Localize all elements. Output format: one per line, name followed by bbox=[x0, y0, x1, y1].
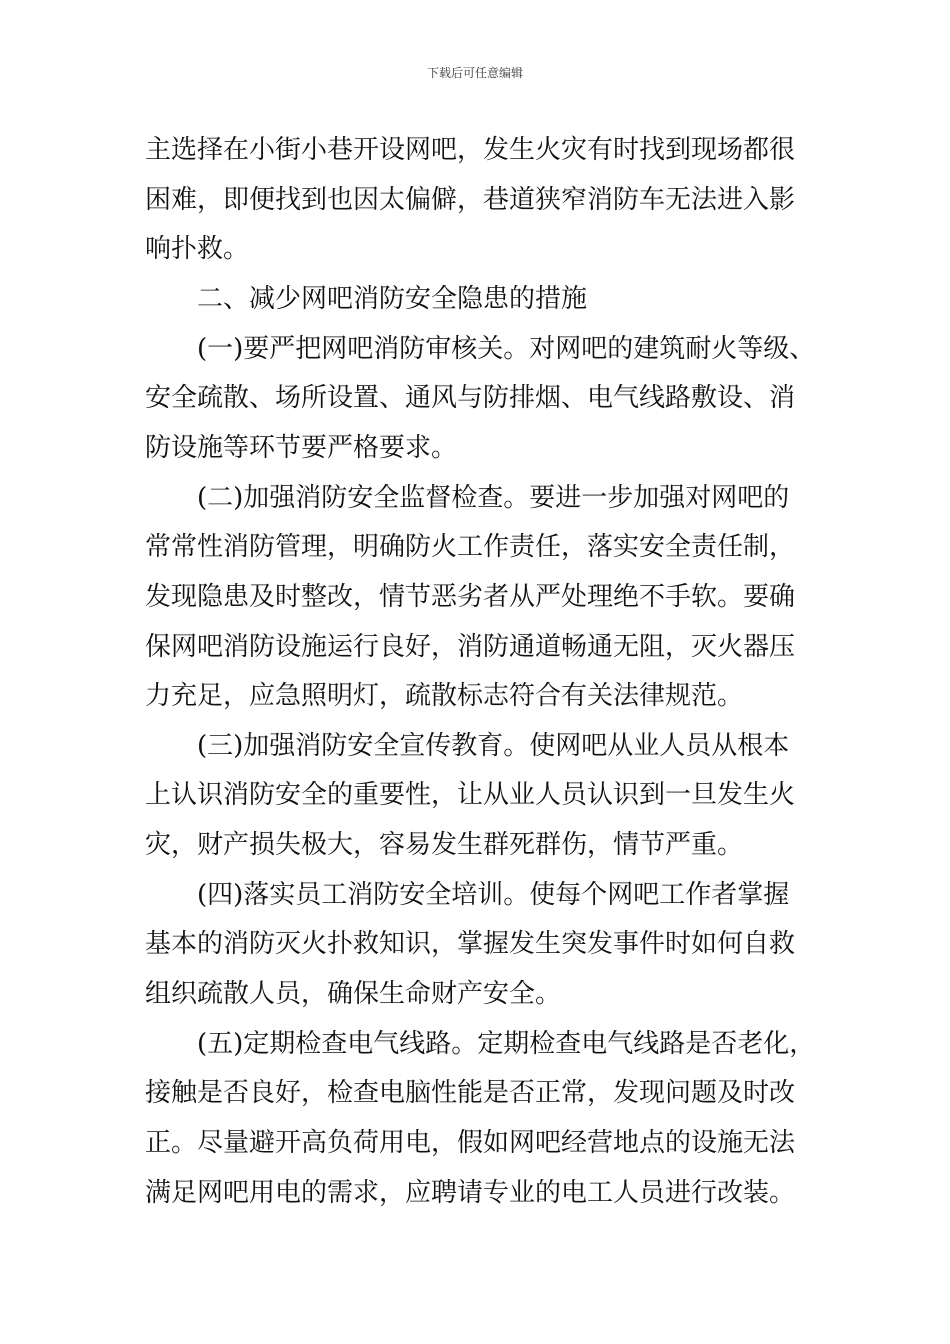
text-line: 灾，财产损失极大，容易发生群死群伤，情节严重。 bbox=[145, 830, 744, 861]
text-line: 响扑救。 bbox=[145, 234, 250, 265]
text-line: 满足网吧用电的需求，应聘请专业的电工人员进行改装。 bbox=[145, 1177, 796, 1208]
text-line: 困难，即便找到也因太偏僻，巷道狭窄消防车无法进入影 bbox=[145, 184, 796, 215]
text-line: 基本的消防灭火扑救知识，掌握发生突发事件时如何自救 bbox=[145, 929, 796, 960]
text-line: (三)加强消防安全宣传教育。使网吧从业人员从根本 bbox=[197, 730, 790, 761]
text-line: 上认识消防安全的重要性，让从业人员认识到一旦发生火 bbox=[145, 780, 796, 811]
text-line: (四)落实员工消防安全培训。使每个网吧工作者掌握 bbox=[197, 879, 790, 910]
text-line: (五)定期检查电气线路。定期检查电气线路是否老化， bbox=[197, 1028, 816, 1059]
text-line: 防设施等环节要严格要求。 bbox=[145, 432, 458, 463]
text-line: 发现隐患及时整改，情节恶劣者从严处理绝不手软。要确 bbox=[145, 581, 796, 612]
text-line: 组织疏散人员，确保生命财产安全。 bbox=[145, 979, 562, 1010]
text-line: 力充足，应急照明灯，疏散标志符合有关法律规范。 bbox=[145, 681, 744, 712]
text-line: (二)加强消防安全监督检查。要进一步加强对网吧的 bbox=[197, 482, 790, 513]
text-line: 正。尽量避开高负荷用电，假如网吧经营地点的设施无法 bbox=[145, 1128, 796, 1158]
page-header: 下载后可任意编辑 bbox=[426, 66, 523, 80]
text-line: 二、减少网吧消防安全隐患的措施 bbox=[197, 283, 588, 314]
text-line: 常常性消防管理，明确防火工作责任，落实安全责任制， bbox=[145, 532, 796, 563]
text-line: 接触是否良好，检查电脑性能是否正常，发现问题及时改 bbox=[145, 1078, 796, 1109]
text-line: 保网吧消防设施运行良好，消防通道畅通无阻，灭火器压 bbox=[145, 631, 796, 662]
text-line: (一)要严把网吧消防审核关。对网吧的建筑耐火等级、 bbox=[197, 333, 816, 364]
text-line: 主选择在小街小巷开设网吧，发生火灾有时找到现场都很 bbox=[145, 135, 796, 165]
text-line: 安全疏散、场所设置、通风与防排烟、电气线路敷设、消 bbox=[145, 383, 796, 414]
